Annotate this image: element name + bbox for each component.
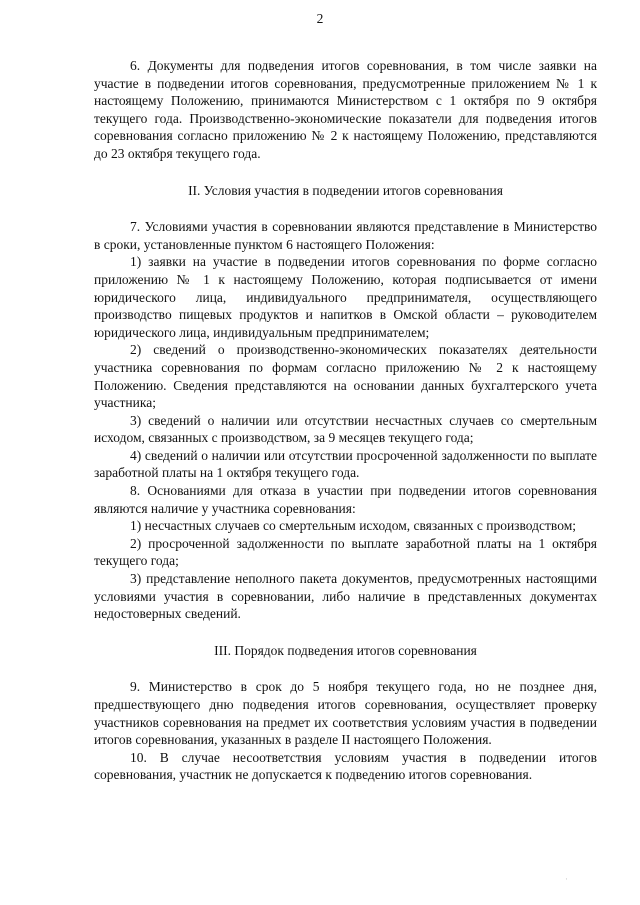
paragraph-7: 7. Условиями участия в соревновании являются представление в Министерство в сроки, установленные пунктом 6 настоящего Положения: [94, 219, 597, 252]
paragraph-8-item-1: 1) несчастных случаев со смертельным исходом, связанных с производством; [130, 518, 576, 534]
paragraph-7-item-3: 3) сведений о наличии или отсутствии несчастных случаев со смертельным исходом, связанных с производством, за 9 месяцев текущего года; [94, 412, 597, 446]
scan-mark: · [565, 874, 568, 884]
page-number: 2 [316, 11, 324, 26]
paragraph-6: 6. Документы для подведения итогов соревнования, в том числе заявки на участие в подведении итогов соревнования, предусмотренные приложением № 1 к настоящему Положению, принимаются Министерством с 1 октября по 9 октября текущего года. Производственно-экономические показатели для подведения итогов соревнования согласно приложению № 2 к настоящему Положению, представляются до 23 октября текущего года. [94, 58, 597, 161]
paragraph-7-item-2: 2) сведений о производственно-экономических показателях деятельности участника соревнования по формам согласно приложению № 2 к настоящему Положению. Сведения представляются на основании данных бухгалтерского учета участника; [94, 342, 597, 411]
paragraph-9: 9. Министерство в срок до 5 ноября текущего года, но не позднее дня, предшествующего дню подведения итогов соревнования, осуществляет проверку участников соревнования на предмет их соответствия условиям участия в подведении итогов соревнования, указанных в разделе II настоящего Положения. [94, 679, 597, 748]
paragraph-8-item-2: 2) просроченной задолженности по выплате заработной платы на 1 октября текущего года; [94, 535, 597, 569]
paragraph-7-item-4: 4) сведений о наличии или отсутствии просроченной задолженности по выплате заработной платы на 1 октября текущего года. [94, 447, 597, 481]
document-body [94, 57, 597, 784]
section-heading-3: III. Порядок подведения итогов соревнования [214, 642, 477, 658]
paragraph-8-item-3: 3) представление неполного пакета документов, предусмотренных настоящими условиями участия в соревновании, либо наличие в представленных документах недостоверных сведений. [94, 571, 597, 622]
paragraph-7-item-1: 1) заявки на участие в подведении итогов соревнования по форме согласно приложению № 1 к настоящему Положению, которая подписывается от имени юридического лица, индивидуального предпринимателя, осуществляющего производство пищевых продуктов и напитков в Омской области – руководителем юридического лица, индивидуальным предпринимателем; [94, 254, 597, 340]
paragraph-8: 8. Основаниями для отказа в участии при подведении итогов соревнования являются наличие у участника соревнования: [94, 483, 597, 516]
section-heading-2: II. Условия участия в подведении итогов соревнования [188, 182, 503, 198]
paragraph-10: 10. В случае несоответствия условиям участия в подведении итогов соревнования, участник не допускается к подведению итогов соревнования. [94, 749, 597, 783]
